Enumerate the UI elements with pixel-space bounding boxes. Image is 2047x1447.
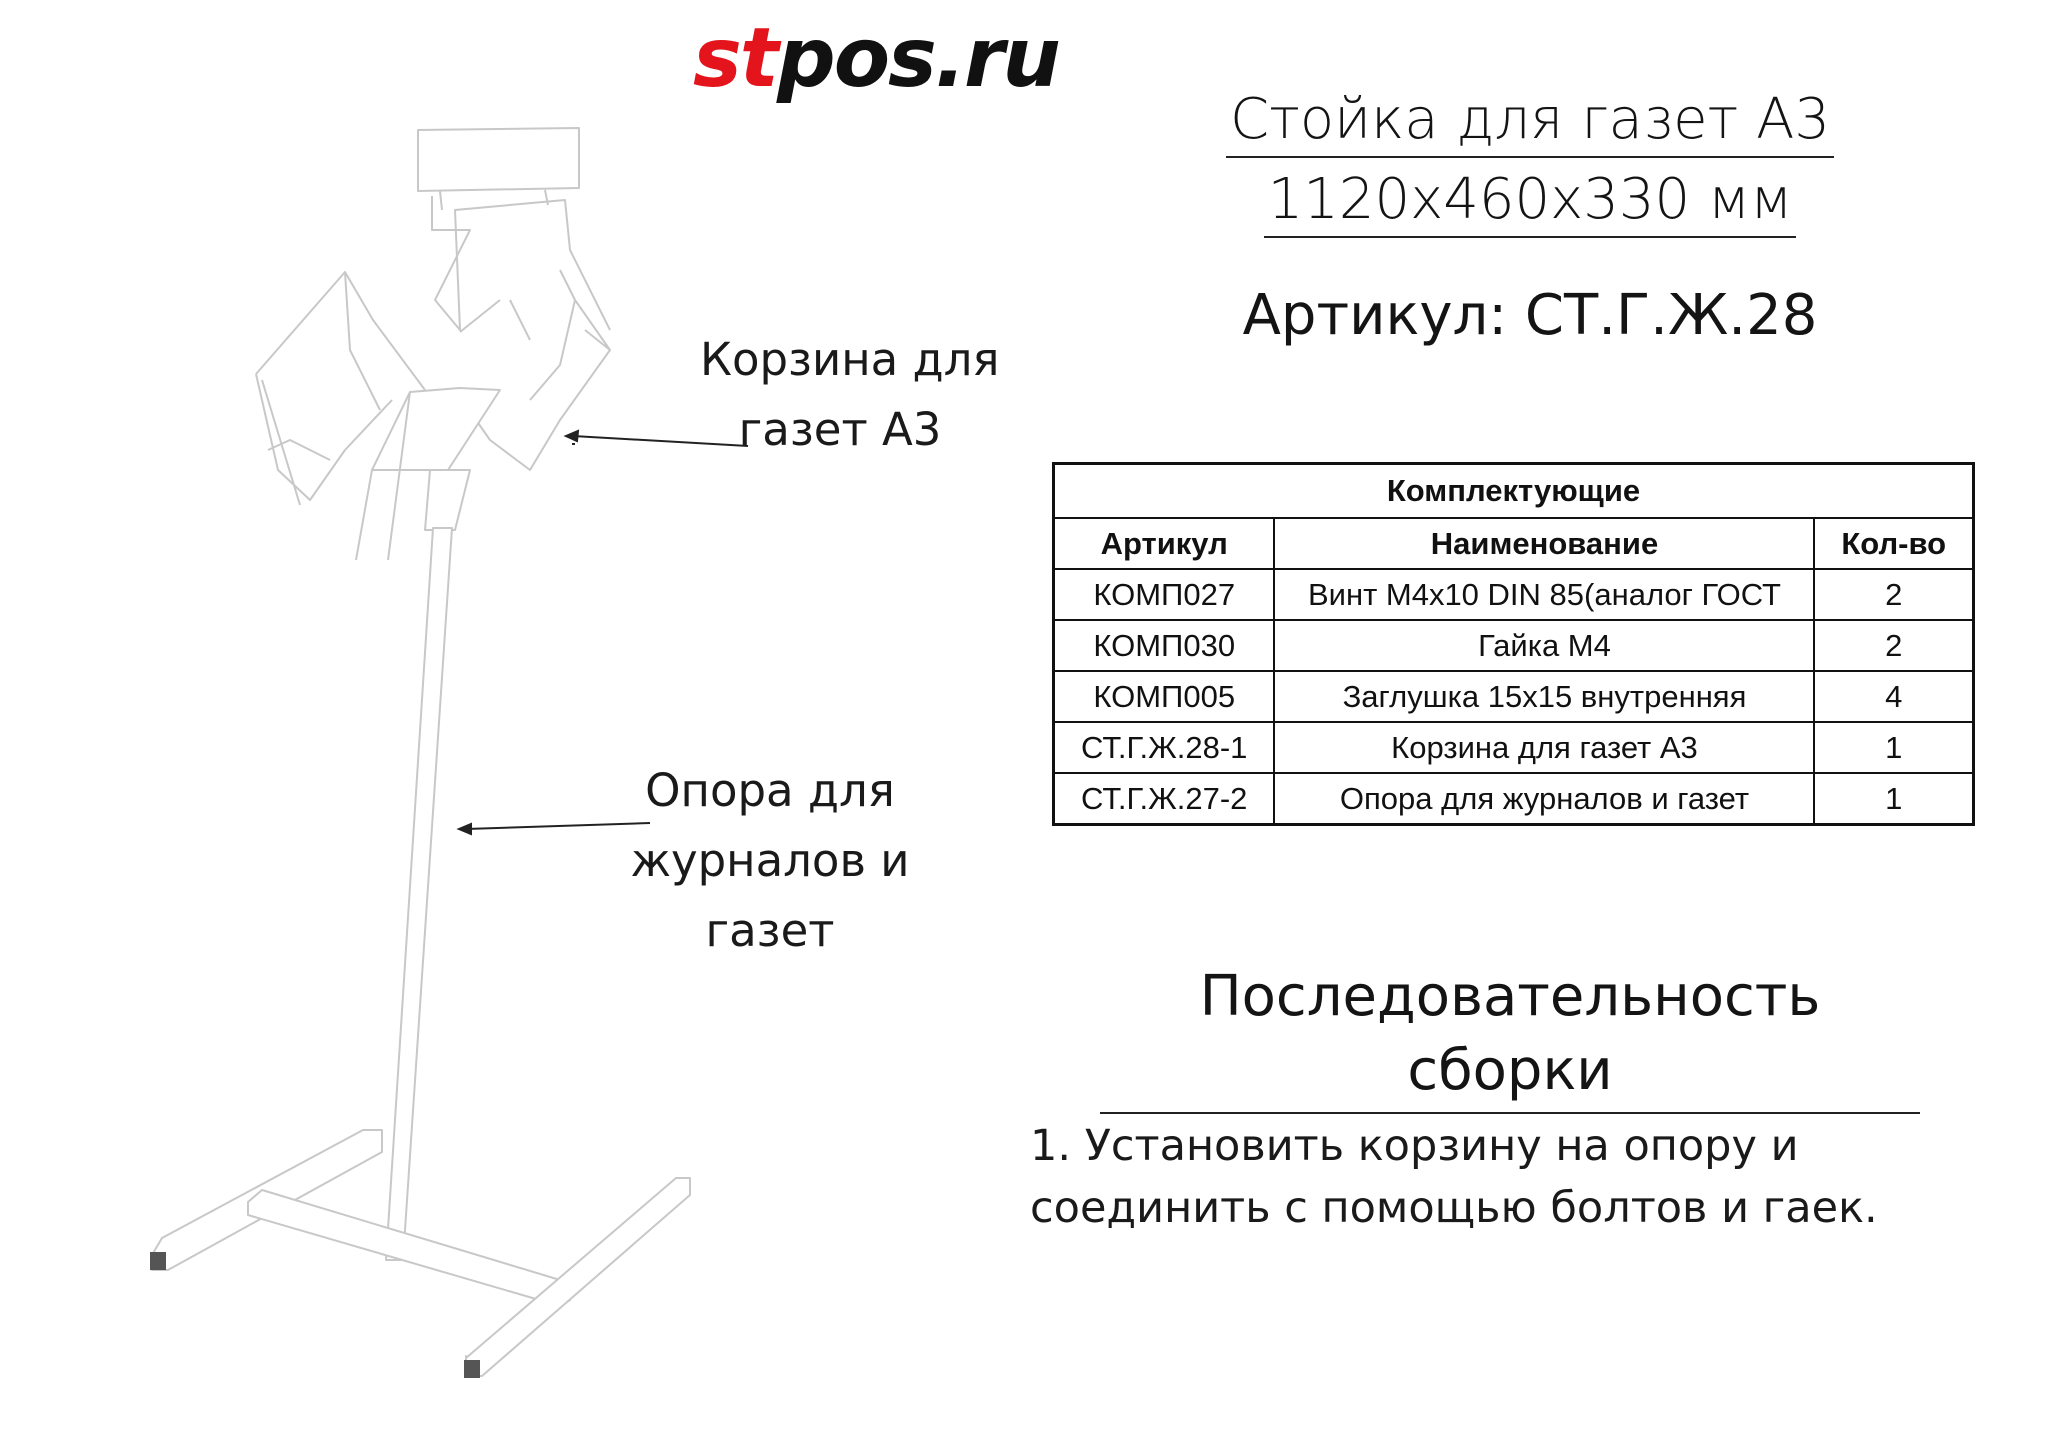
product-title: [1180, 86, 1880, 158]
table-row: [1054, 773, 1974, 825]
parts-table: [1052, 462, 1975, 826]
support-label-line: Опора для: [645, 764, 895, 817]
title-line-1: Стойка для газет А3: [1226, 86, 1834, 158]
support-label: [630, 756, 910, 966]
table-cell: 1: [1814, 722, 1973, 773]
table-cell: Винт М4х10 DIN 85(аналог ГОСТ: [1274, 569, 1814, 620]
assembly-step: 1. Установить корзину на опору и соединить с помощью болтов и гаек.: [1030, 1121, 1878, 1233]
basket-label-line: Корзина для: [700, 333, 1000, 386]
table-caption-row: [1054, 464, 1974, 519]
stand-drawing: [0, 0, 1000, 1447]
basket-right-wire: [455, 270, 610, 470]
table-cell: КОМП005: [1054, 671, 1275, 722]
title-line-2: 1120x460x330 мм: [1264, 166, 1797, 238]
assembly-heading: [1100, 960, 1920, 1114]
table-cell: Гайка М4: [1274, 620, 1814, 671]
end-cap-left: [150, 1252, 166, 1270]
base-crossbar: [248, 1190, 570, 1306]
table-cell: СТ.Г.Ж.28-1: [1054, 722, 1275, 773]
table-cell: 2: [1814, 620, 1973, 671]
product-dimensions: [1180, 166, 1880, 238]
column-header: Кол-во: [1814, 518, 1973, 569]
table-cell: 2: [1814, 569, 1973, 620]
basket-label: [700, 325, 1000, 465]
table-cell: Корзина для газет А3: [1274, 722, 1814, 773]
basket-back-wire: [432, 196, 610, 330]
table-row: [1054, 671, 1974, 722]
support-arrow: [466, 823, 650, 829]
support-label-line: журналов и: [630, 834, 910, 887]
table-cell: КОМП027: [1054, 569, 1275, 620]
column-header: Артикул: [1054, 518, 1275, 569]
basket-label-line: газет А3: [738, 403, 942, 456]
column-header: Наименование: [1274, 518, 1814, 569]
article-number: Артикул: СТ.Г.Ж.28: [1242, 283, 1818, 348]
sign-plate: [418, 128, 579, 191]
table-row: [1054, 569, 1974, 620]
end-cap-right: [464, 1360, 480, 1378]
table-cell: Заглушка 15х15 внутренняя: [1274, 671, 1814, 722]
assembly-heading-text: Последовательность сборки: [1100, 960, 1920, 1114]
support-label-line: газет: [705, 904, 835, 957]
table-caption: Комплектующие: [1054, 464, 1974, 519]
table-cell: 4: [1814, 671, 1973, 722]
table-header-row: [1054, 518, 1974, 569]
table-cell: СТ.Г.Ж.27-2: [1054, 773, 1275, 825]
table-row: [1054, 620, 1974, 671]
table-row: [1054, 722, 1974, 773]
logo-domain: pos.ru: [777, 11, 1059, 106]
support-pole: [386, 528, 452, 1260]
logo-st: st: [693, 11, 778, 106]
table-cell: КОМП030: [1054, 620, 1275, 671]
table-cell: Опора для журналов и газет: [1274, 773, 1814, 825]
table-cell: 1: [1814, 773, 1973, 825]
